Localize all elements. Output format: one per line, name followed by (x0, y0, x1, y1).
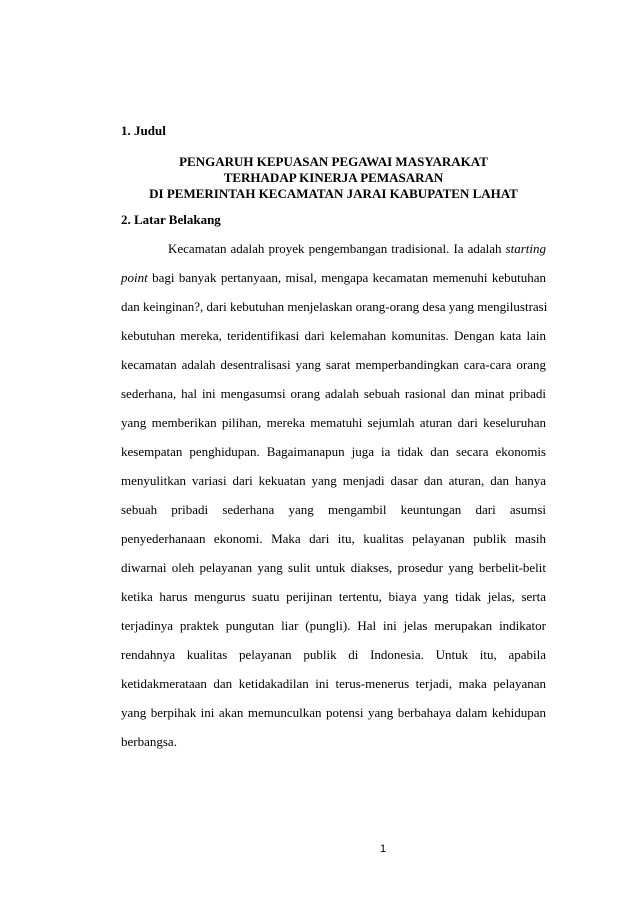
paragraph-line-5: kecamatan adalah desentralisasi yang sarat memperbandingkan cara-cara orang (121, 357, 546, 372)
paragraph-line-11: penyederhanaan ekonomi. Maka dari itu, kualitas pelayanan publik masih (121, 531, 546, 546)
paragraph-line-2-italic: point (121, 270, 148, 285)
paragraph-line-16: ketidakmerataan dan ketidakadilan ini terus-menerus terjadi, maka pelayanan (121, 676, 546, 691)
title-line-3: DI PEMERINTAH KECAMATAN JARAI KABUPATEN LAHAT (149, 186, 518, 201)
page-number: 1 (379, 843, 387, 855)
paragraph-line-2 (121, 270, 546, 286)
title-line-2: TERHADAP KINERJA PEMASARAN (223, 170, 444, 185)
paragraph-line-14: terjadinya praktek pungutan liar (pungli). Hal ini jelas merupakan indikator (121, 618, 546, 633)
paragraph-line-2-text: bagi banyak pertanyaan, misal, mengapa kecamatan memenuhi kebutuhan (147, 270, 546, 285)
paragraph-line-1-text: Kecamatan adalah proyek pengembangan tradisional. Ia adalah (168, 241, 506, 256)
paragraph-line-6: sederhana, hal ini mengasumsi orang adalah sebuah rasional dan minat pribadi (121, 386, 546, 401)
paragraph-line-17: yang berpihak ini akan memunculkan potensi yang berbahaya dalam kehidupan (121, 705, 546, 720)
paragraph-line-18: berbangsa. (121, 734, 177, 749)
paragraph-line-10: sebuah pribadi sederhana yang mengambil keuntungan dari asumsi (121, 502, 546, 517)
paragraph-line-1 (168, 241, 546, 257)
paragraph-line-7: yang memberikan pilihan, mereka mematuhi sejumlah aturan dari keseluruhan (121, 415, 546, 430)
paragraph-line-4: kebutuhan mereka, teridentifikasi dari kelemahan komunitas. Dengan kata lain (121, 328, 546, 343)
title-line-1: PENGARUH KEPUASAN PEGAWAI MASYARAKAT (179, 154, 488, 169)
section-heading-latar-belakang: 2. Latar Belakang (121, 212, 221, 227)
paragraph-line-3: dan keinginan?, dari kebutuhan menjelaskan orang-orang desa yang mengilustrasi (121, 299, 548, 314)
paragraph-line-8: kesempatan penghidupan. Bagaimanapun juga ia tidak dan secara ekonomis (121, 444, 546, 459)
paragraph-line-13: ketika harus mengurus suatu perijinan tertentu, biaya yang tidak jelas, serta (121, 589, 546, 604)
paragraph-line-1-italic: starting (505, 241, 546, 256)
paragraph-line-15: rendahnya kualitas pelayanan publik di Indonesia. Untuk itu, apabila (121, 647, 546, 662)
section-heading-judul: 1. Judul (121, 123, 166, 138)
paragraph-line-9: menyulitkan variasi dari kekuatan yang menjadi dasar dan aturan, dan hanya (121, 473, 546, 488)
paragraph-line-12: diwarnai oleh pelayanan yang sulit untuk diakses, prosedur yang berbelit-belit (121, 560, 546, 575)
